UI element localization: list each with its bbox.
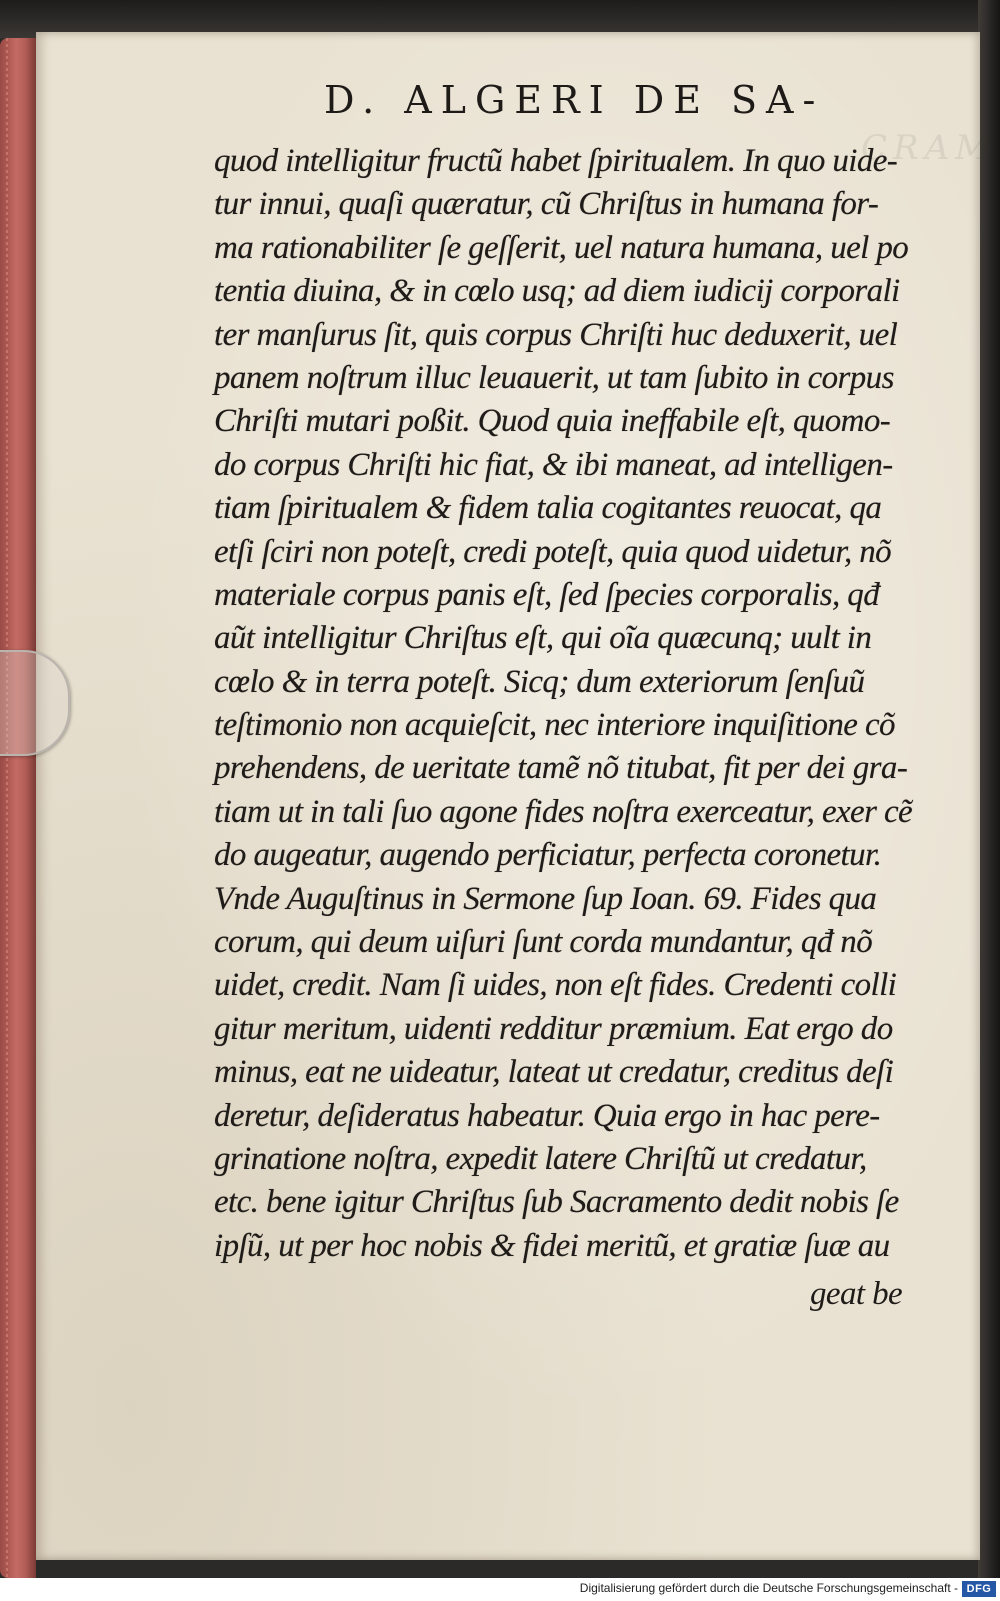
scan-background-right — [978, 0, 1000, 1601]
text-line: do corpus Chriſti hic fiat, & ibi maneat, ad intelligen- — [214, 446, 893, 483]
footer-bar — [0, 1578, 1000, 1601]
text-line: panem noſtrum illuc leuauerit, ut tam ſubito in corpus — [214, 359, 894, 396]
dfg-logo: DFG — [962, 1581, 996, 1597]
funding-credit: Digitalisierung gefördert durch die Deutsche Forschungsgemeinschaft - — [579, 1581, 958, 1595]
text-line: grinatione noſtra, expedit latere Chriſtũ ut credatur, — [214, 1140, 867, 1177]
text-line: do augeatur, augendo perficiatur, perfecta coronetur. — [214, 837, 882, 874]
text-line: cœlo & in terra poteſt. Sicq; dum exteriorum ſenſuũ — [214, 663, 865, 700]
body-text — [214, 140, 930, 1268]
text-line: quod intelligitur fructũ habet ſpiritualem. In quo uide- — [214, 143, 898, 179]
text-line: gitur meritum, uidenti redditur præmium. Eat ergo do — [214, 1010, 893, 1047]
text-line: ipſũ, ut per hoc nobis & fidei meritũ, et gratiæ ſuæ au — [214, 1227, 890, 1264]
text-line: etſi ſciri non poteſt, credi poteſt, quia quod uidetur, nõ — [214, 533, 892, 570]
book-fore-edge — [0, 38, 36, 1578]
catchword: geat be — [810, 1276, 903, 1312]
text-line: uidet, credit. Nam ſi uides, non eſt fides. Credenti colli — [214, 967, 897, 1004]
text-line: materiale corpus panis eſt, ſed ſpecies corporalis, qđ — [214, 576, 880, 613]
text-line: teſtimonio non acquieſcit, nec interiore inquiſitione cõ — [214, 707, 895, 744]
text-line: tur innui, quaſi quæratur, cũ Chriſtus in humana for- — [214, 186, 879, 223]
show-through-text: CRAM — [861, 128, 996, 168]
text-line: corum, qui deum uiſuri ſunt corda mundantur, qđ nõ — [214, 924, 873, 961]
text-line: etc. bene igitur Chriſtus ſub Sacramento dedit nobis ſe — [214, 1184, 899, 1221]
text-line: Vnde Auguſtinus in Sermone ſup Ioan. 69. Fides qua — [214, 880, 877, 917]
text-line: ter manſurus ſit, quis corpus Chriſti huc deduxerit, uel — [214, 316, 898, 353]
text-line: minus, eat ne uideatur, lateat ut credatur, creditus deſi — [214, 1054, 894, 1091]
text-line: deretur, deſideratus habeatur. Quia ergo in hac pere- — [214, 1097, 880, 1134]
text-line: prehendens, de ueritate tamẽ nõ titubat, fit per dei gra- — [214, 750, 908, 787]
text-line: Chriſti mutari poßit. Quod quia ineffabile eſt, quomo- — [214, 403, 891, 440]
text-line: tiam ut in tali ſuo agone fides noſtra exerceatur, exer cẽ — [214, 793, 913, 830]
text-line: ma rationabiliter ſe geſſerit, uel natura humana, uel po — [214, 229, 909, 266]
text-line: aũt intelligitur Chriſtus eſt, qui oĩa quæcunq; uult in — [214, 620, 872, 657]
text-line: tiam ſpiritualem & fidem talia cogitantes reuocat, qa — [214, 490, 882, 527]
running-head: D. ALGERI DE SA- — [324, 78, 825, 122]
text-line: tentia diuina, & in cœlo usq; ad diem iudicij corporali — [214, 273, 900, 310]
